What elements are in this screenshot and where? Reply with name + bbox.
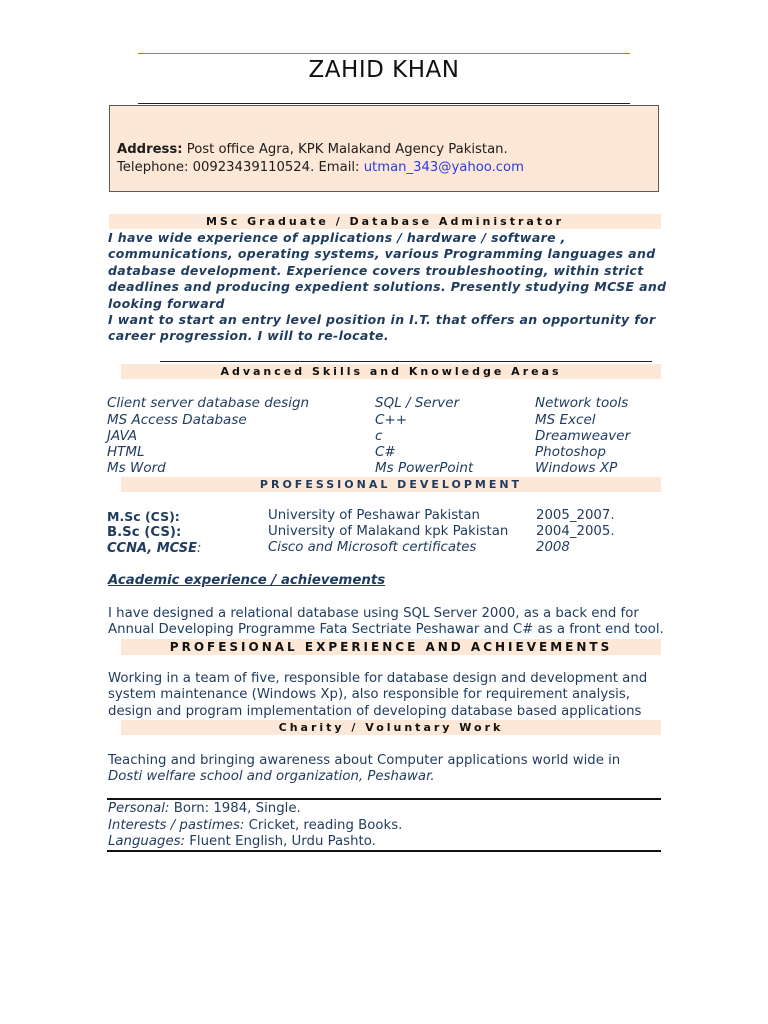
skills-heading-band — [121, 364, 661, 379]
degree-label — [107, 541, 201, 556]
degree-label: B.Sc (CS): — [107, 525, 182, 540]
skill-item: Windows XP — [535, 460, 618, 476]
skill-item: C# — [375, 444, 396, 460]
academic-heading: Academic experience / achievements — [108, 573, 386, 588]
address-value: Post office Agra, KPK Malakand Agency Pakistan. — [182, 142, 508, 157]
title-band-text: MSc Graduate / Database Administrator — [205, 215, 565, 228]
telephone-line — [117, 160, 524, 175]
education-heading: PROFESSIONAL DEVELOPMENT — [259, 478, 523, 491]
skill-item: Ms PowerPoint — [375, 460, 474, 476]
objective-line: career progression. I will to re-locate. — [108, 328, 389, 344]
skill-item: Ms Word — [107, 460, 166, 476]
skill-item: Dreamweaver — [535, 428, 631, 444]
personal-value: Born: 1984, Single. — [169, 801, 301, 816]
degree-text: CCNA, MCSE — [107, 541, 197, 556]
years: 2008 — [536, 540, 570, 555]
top-rule — [138, 53, 630, 54]
years: 2005_2007. — [536, 508, 615, 523]
telephone-text: Telephone: 00923439110524. Email: — [117, 160, 364, 175]
skill-item: C++ — [375, 412, 408, 428]
degree-label: M.Sc (CS): — [107, 509, 180, 524]
skill-item: Network tools — [535, 395, 629, 411]
personal-label: Personal: — [108, 801, 170, 816]
objective-line: deadlines and producing expedient solutions. Presently studying MCSE and — [108, 279, 667, 295]
name-underline — [138, 103, 630, 104]
charity-line: Teaching and bringing awareness about Computer applications world wide in — [108, 753, 621, 768]
charity-heading-band — [121, 720, 661, 735]
institution: University of Malakand kpk Pakistan — [268, 524, 509, 539]
years: 2004_2005. — [536, 524, 615, 539]
objective-line: communications, operating systems, various Programming languages and — [108, 246, 656, 262]
email-link[interactable]: utman_343@yahoo.com — [363, 160, 524, 175]
academic-line: I have designed a relational database using SQL Server 2000, as a back end for — [108, 606, 639, 621]
address-line — [117, 142, 508, 157]
contact-box — [109, 105, 659, 192]
objective-text — [108, 230, 668, 345]
experience-line: design and program implementation of developing database based applications — [108, 703, 642, 719]
personal-line — [108, 801, 301, 816]
interests-line — [108, 818, 402, 833]
objective-line: I want to start an entry level position in I.T. that offers an opportunity for — [108, 312, 656, 328]
skills-heading: Advanced Skills and Knowledge Areas — [220, 365, 562, 378]
academic-line: Annual Developing Programme Fata Sectriate Peshawar and C# as a front end tool. — [108, 622, 664, 638]
skill-item: Photoshop — [535, 444, 606, 460]
institution: University of Peshawar Pakistan — [268, 508, 480, 523]
experience-text — [108, 671, 668, 720]
interests-label: Interests / pastimes: — [108, 818, 245, 833]
candidate-name: ZAHID KHAN — [308, 57, 460, 83]
objective-line: database development. Experience covers troubleshooting, within strict — [108, 262, 644, 278]
title-band — [109, 214, 661, 229]
skill-item: HTML — [107, 444, 145, 460]
experience-heading-band — [121, 639, 661, 655]
personal-bottom-rule — [107, 850, 661, 852]
languages-value: Fluent English, Urdu Pashto. — [185, 834, 376, 849]
skill-item: Client server database design — [107, 395, 310, 411]
skills-top-rule — [160, 361, 652, 362]
skill-item: MS Excel — [535, 412, 596, 428]
institution: Cisco and Microsoft certificates — [268, 540, 477, 555]
skill-item: c — [375, 428, 383, 444]
objective-line: looking forward — [108, 295, 225, 311]
charity-line: Dosti welfare school and organization, Peshawar. — [108, 769, 435, 785]
experience-line: system maintenance (Windows Xp), also responsible for requirement analysis, — [108, 687, 631, 703]
skill-item: SQL / Server — [375, 395, 460, 411]
degree-colon: : — [196, 541, 202, 556]
personal-top-rule — [107, 798, 661, 800]
education-heading-band — [121, 477, 661, 492]
skill-item: JAVA — [107, 428, 138, 444]
languages-label: Languages: — [108, 834, 186, 849]
skill-item: MS Access Database — [107, 412, 247, 428]
charity-text — [108, 753, 668, 786]
experience-heading: PROFESIONAL EXPERIENCE AND ACHIEVEMENTS — [169, 640, 613, 654]
charity-heading: Charity / Voluntary Work — [278, 721, 504, 734]
experience-line: Working in a team of five, responsible for database design and development and — [108, 671, 648, 686]
academic-text — [108, 606, 668, 639]
objective-line: I have wide experience of applications / hardware / software , — [108, 230, 566, 245]
address-label: Address: — [117, 142, 183, 157]
interests-value: Cricket, reading Books. — [244, 818, 403, 833]
languages-line — [108, 834, 376, 849]
